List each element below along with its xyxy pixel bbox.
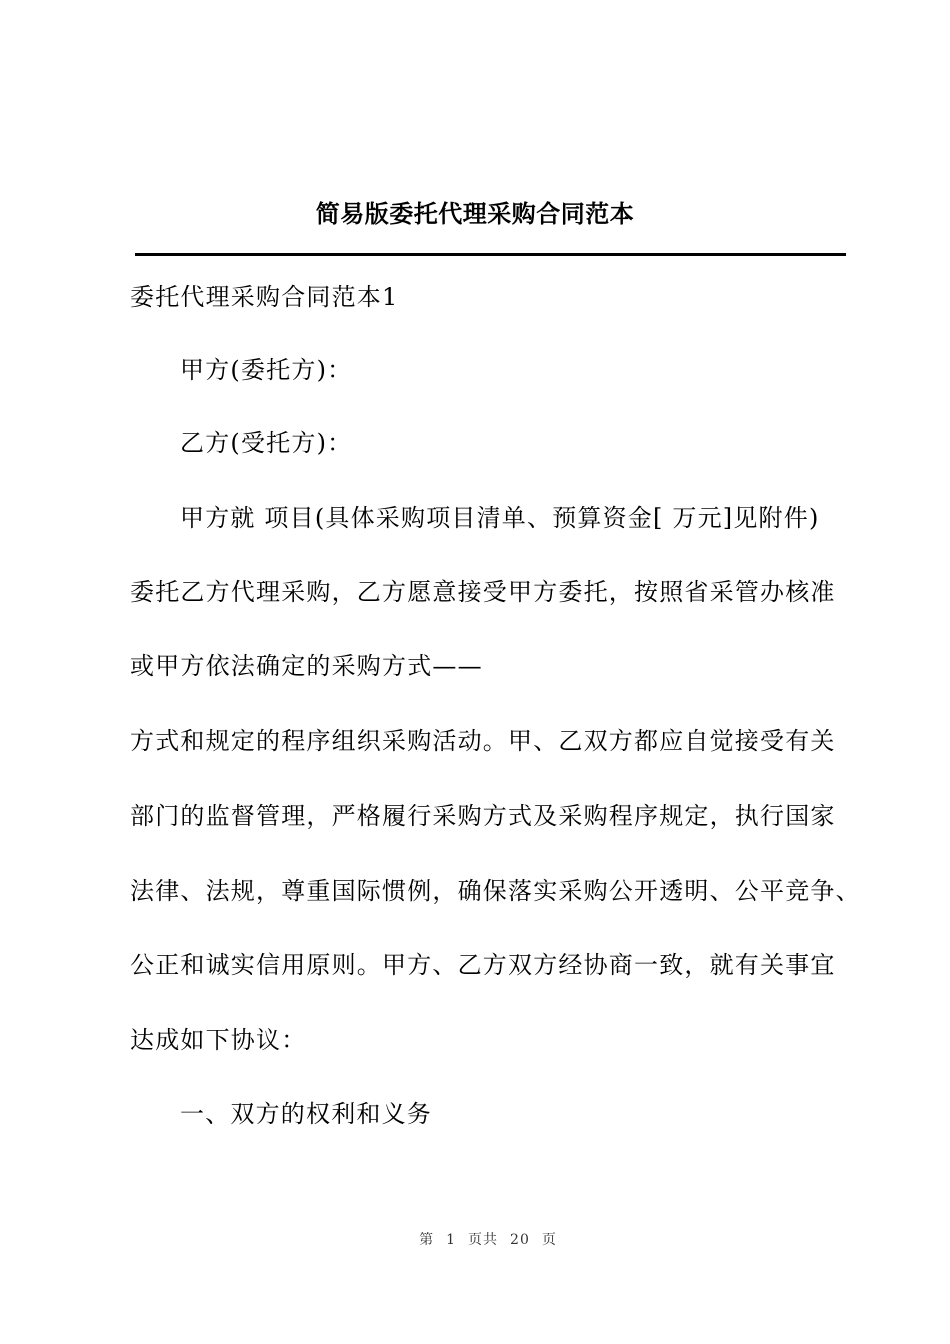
footer-page-number: 1: [446, 1232, 457, 1248]
paragraph-line-7: 公正和诚实信用原则。甲方、乙方双方经协商一致，就有关事宜: [130, 951, 836, 979]
document-title: 简易版委托代理采购合同范本: [315, 199, 635, 228]
section-heading: 委托代理采购合同范本1: [130, 283, 399, 311]
paragraph-line-1: 甲方就 项目(具体采购项目清单、预算资金[ 万元]见附件): [180, 504, 820, 532]
title-underline: [135, 253, 846, 256]
footer-suffix: 页: [541, 1232, 557, 1248]
footer-prefix: 第: [419, 1232, 435, 1248]
paragraph-line-5: 部门的监督管理，严格履行采购方式及采购程序规定，执行国家: [130, 802, 836, 830]
party-b-line: 乙方(受托方)：: [180, 429, 353, 457]
paragraph-line-8: 达成如下协议：: [130, 1026, 307, 1054]
paragraph-line-4: 方式和规定的程序组织采购活动。甲、乙双方都应自觉接受有关: [130, 727, 836, 755]
footer-middle: 页共: [468, 1232, 499, 1248]
paragraph-line-3: 或甲方依法确定的采购方式——: [130, 652, 483, 680]
page-footer: [0, 1230, 950, 1250]
paragraph-line-6: 法律、法规，尊重国际惯例，确保落实采购公开透明、公平竞争、: [130, 877, 861, 905]
footer-total-pages: 20: [510, 1232, 530, 1248]
party-a-line: 甲方(委托方)：: [180, 356, 353, 384]
paragraph-line-2: 委托乙方代理采购，乙方愿意接受甲方委托，按照省采管办核准: [130, 578, 836, 606]
clause-heading: 一、双方的权利和义务: [180, 1100, 432, 1128]
